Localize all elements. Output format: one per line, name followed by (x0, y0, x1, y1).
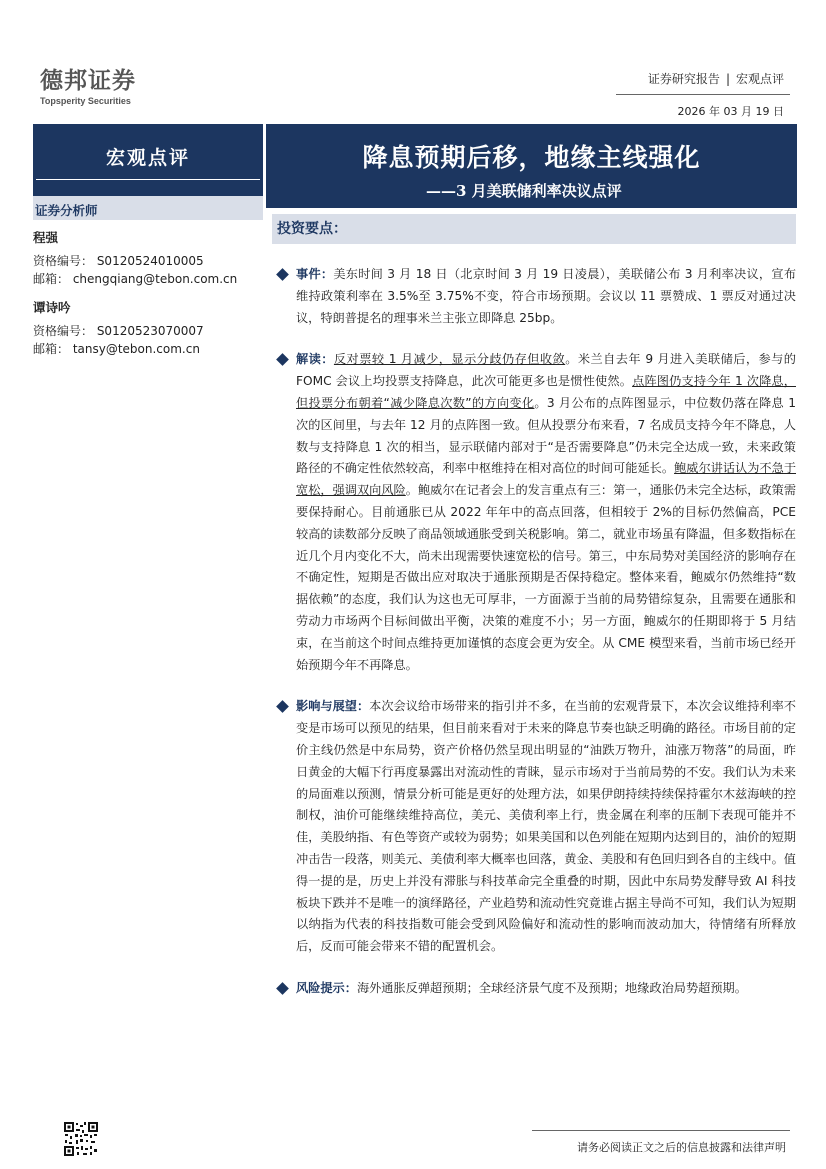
page-title: 降息预期后移，地缘主线强化 (362, 143, 701, 172)
analyst-cert: 资格编号： S0120524010005 (33, 254, 204, 268)
report-subcategory: 宏观点评 (735, 72, 784, 86)
analyst-heading: 证券分析师 (33, 196, 263, 220)
qr-code-icon (63, 1121, 99, 1157)
analyst-name: 谭诗吟 (33, 300, 71, 315)
analyst-cert: 资格编号： S0120523070007 (33, 324, 204, 338)
bullet-outlook (272, 696, 796, 958)
analyst-block (33, 228, 263, 288)
footer-divider (532, 1130, 790, 1131)
page-subtitle: ——3 月美联储利率决议点评 (426, 182, 622, 200)
bullet-label: 风险提示： (296, 980, 357, 995)
bullet-text: 美东时间 3 月 18 日（北京时间 3 月 19 日凌晨），美联储公布 3 月利率决议，宣布维持政策利率在 3.5%至 3.75%不变，符合市场预期。会议以 11 票赞成、1 票反对通过决议，特朗普提名的理事米兰主张立即降息 25bp。 (296, 267, 796, 325)
category-label: 宏观点评 (105, 147, 190, 169)
bullet-risk (272, 978, 796, 1000)
header-divider (616, 94, 790, 95)
brand-logo (40, 68, 136, 106)
report-date: 2026 年 03 月 19 日 (677, 105, 784, 118)
bullet-label: 影响与展望： (296, 699, 370, 714)
report-category: 证券研究报告 (647, 72, 720, 86)
analyst-email[interactable]: 邮箱： tansy@tebon.com.cn (33, 342, 200, 356)
separator: | (725, 72, 730, 86)
brand-name-en: Topsperity Securities (40, 96, 131, 106)
bullet-text: 。3 月公布的点阵图显示，中位数仍落在降息 1 次的区间里，与去年 12 月的点阵图一致。但从投票分布来看，7 名成员支持今年不降息，人数与支持降息 1 次的相当，显示联储内部对于“是否需要降息”仍未完全达成一致，未来政策路径的不确定性依然较高，利率中枢维持在相对高位的时间可能延长。 (296, 395, 796, 476)
title-box (266, 124, 797, 208)
bullet-event (272, 264, 796, 329)
bullet-text: 。米兰自去年 9 月进入美联储后，参与的 FOMC 会议上均投票支持降息，此次可能更多也是惯性使然。 (296, 352, 796, 389)
analyst-name: 程强 (33, 230, 59, 245)
bullet-label: 解读： (296, 352, 334, 367)
key-point: 鲍威尔讲话认为不急于宽松，强调双向风险 (296, 461, 797, 498)
brand-name-cn: 德邦证券 (40, 68, 136, 94)
diamond-bullet-icon (276, 982, 289, 995)
report-type (648, 70, 784, 87)
analyst-email[interactable]: 邮箱： chengqiang@tebon.com.cn (33, 272, 238, 286)
bullet-label: 事件： (296, 267, 334, 281)
diamond-bullet-icon (276, 354, 289, 367)
bullet-text: 。鲍威尔在记者会上的发言重点有三：第一，通胀仍未完全达标，政策需要保持耐心。目前通胀已从 2022 年年中的高点回落，但相较于 2%的目标仍然偏高，PCE 较高的读数部分反映了商品领域通胀受到关税影响。第二，就业市场虽有降温，但多数指标在近几个月内变化不大，尚未出现需要快速宽松的信号。第三，中东局势对美国经济的影响存在不确定性，短期是否做出应对取决于通胀预期是否保持稳定。整体来看，鲍威尔仍然维持“数据依赖”的态度，我们认为这也无可厚非，一方面源于当前的局势错综复杂，且需要在通胀和劳动力市场两个目标间做出平衡，决策的难度不小；另一方面，鲍威尔的任期即将于 5 月结束，在当前这个时间点维持更加谨慎的态度会更为安全。从 CME 模型来看，当前市场已经开始预期今年不再降息。 (296, 483, 797, 672)
analyst-block (33, 298, 263, 358)
bullet-interpretation (272, 349, 796, 676)
key-point: 点阵图仍支持今年 1 次降息，但投票分布朝着“减少降息次数”的方向变化 (296, 374, 796, 410)
investment-highlights (272, 214, 796, 1000)
diamond-bullet-icon (276, 268, 289, 281)
legal-disclaimer: 请务必阅读正文之后的信息披露和法律声明 (577, 1141, 786, 1154)
bullet-text: 海外通胀反弹超预期；全球经济景气度不及预期；地缘政治局势超预期。 (356, 980, 747, 995)
section-heading: 投资要点： (272, 214, 796, 244)
category-box-rule (36, 179, 260, 180)
bullet-text: 本次会议给市场带来的指引并不多，在当前的宏观背景下，本次会议维持利率不变是市场可以预见的结果，但目前来看对于未来的降息节奏也缺乏明确的路径。市场目前的定价主线仍然是中东局势，资产价格仍然呈现出明显的“油跌万物升，油涨万物落”的局面，昨日黄金的大幅下行再度暴露出对流动性的青睐，显示市场对于当前局势的不安。我们认为未来的局面难以预测，情景分析可能是更好的处理方法，如果伊朗持续持续保持霍尔木兹海峡的控制权，油价可能继续维持高位，美元、美债利率上行，贵金属在利率的压制下表现可能并不佳，美股纳指、有色等资产或较为弱势；如果美国和以色列能在短期内达到目的，油价的短期冲击告一段落，则美元、美债利率大概率也回落，黄金、美股和有色回归到各自的主线中。值得一提的是，历史上并没有滞胀与科技革命完全重叠的时期，因此中东局势发酵导致 AI 科技板块下跌并不是唯一的演绎路径，产业趋势和流动性究竟谁占据主导尚不可知，我们认为短期以纳指为代表的科技指数可能会受到风险偏好和流动性的影响而波动加大，待情绪有所释放后，反而可能会带来不错的配置机会。 (296, 699, 796, 954)
diamond-bullet-icon (276, 700, 289, 713)
key-point: 反对票较 1 月减少，显示分歧仍存但收敛 (333, 352, 566, 367)
analyst-sidebar (33, 196, 263, 358)
